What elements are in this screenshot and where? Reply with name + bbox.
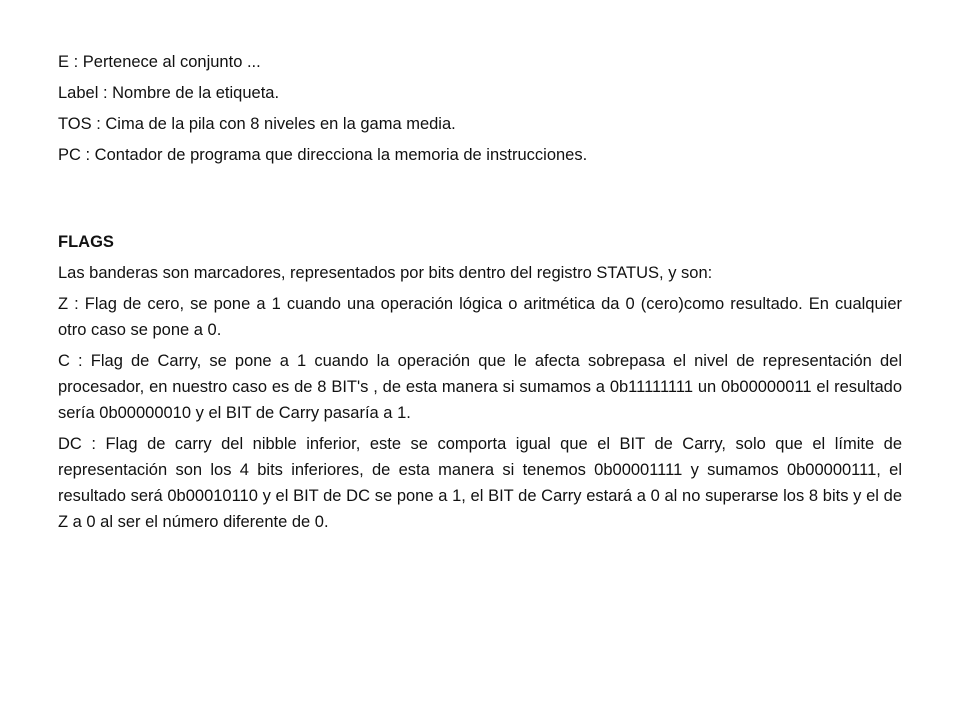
definition-label: Label : Nombre de la etiqueta. [58, 84, 280, 102]
definition-pc: PC : Contador de programa que direcciona la memoria de instrucciones. [58, 146, 588, 164]
flag-c-description: C : Flag de Carry, se pone a 1 cuando la operación que le afecta sobrepasa el nivel de representación del procesador, en nuestro caso es de 8 BIT's , de esta manera si sumamos a 0b11111111 un 0b00000011 el resultado sería 0b00000010 y el BIT de Carry pasaría a 1. [58, 352, 902, 422]
flags-intro: Las banderas son marcadores, representados por bits dentro del registro STATUS, y son: [58, 264, 713, 282]
flags-heading: FLAGS [58, 233, 114, 251]
flag-z-description: Z : Flag de cero, se pone a 1 cuando una operación lógica o aritmética da 0 (cero)como resultado. En cualquier otro caso se pone a 0. [58, 295, 902, 339]
section-spacer [58, 173, 902, 229]
flags-section [58, 229, 902, 535]
definition-e: E : Pertenece al conjunto ... [58, 53, 261, 71]
definitions-list [58, 49, 902, 168]
document-body [58, 49, 902, 540]
flag-dc-description: DC : Flag de carry del nibble inferior, este se comporta igual que el BIT de Carry, solo que el límite de representación son los 4 bits inferiores, de esta manera si tenemos 0b00001111 y sumamos 0b00000111, el resultado será 0b00010110 y el BIT de DC se pone a 1, el BIT de Carry estará a 0 al no superarse los 8 bits y el de Z a 0 al ser el número diferente de 0. [58, 435, 902, 531]
definition-tos: TOS : Cima de la pila con 8 niveles en la gama media. [58, 115, 456, 133]
